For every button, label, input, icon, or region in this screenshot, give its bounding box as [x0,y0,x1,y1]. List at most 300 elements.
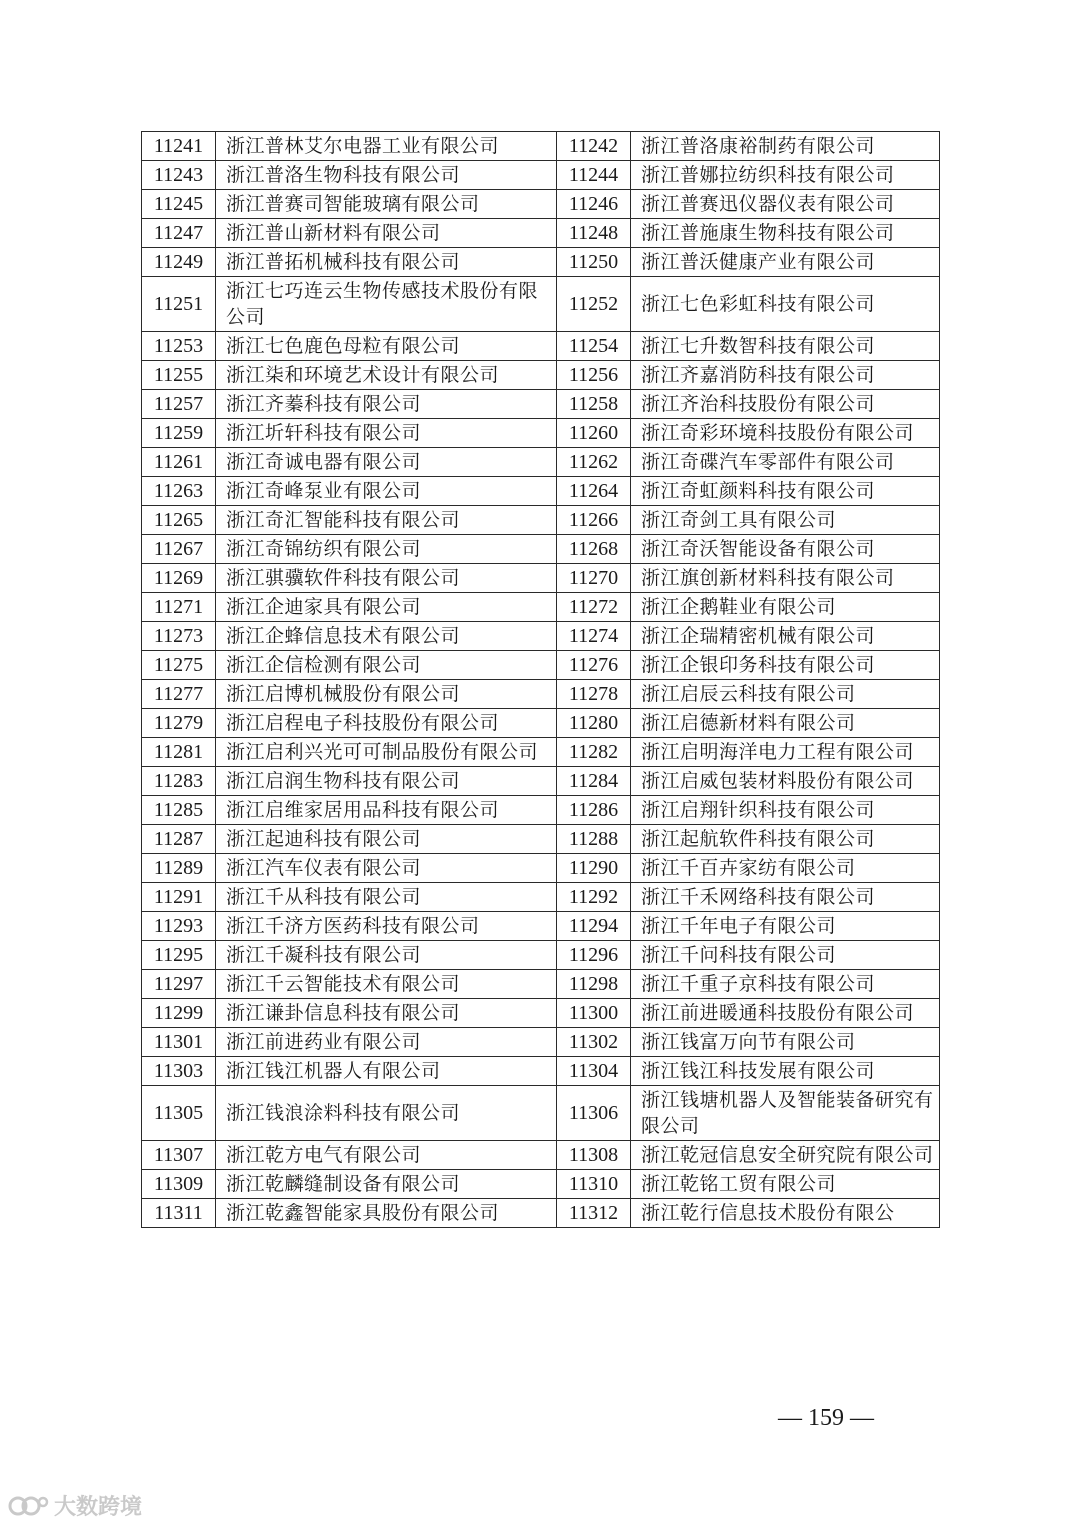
company-name: 浙江旗创新材料科技有限公司 [641,567,895,589]
company-name: 浙江启翔针织科技有限公司 [641,799,876,821]
row-number-cell [142,219,216,248]
company-name: 浙江千问科技有限公司 [641,944,837,966]
row-number-cell [557,825,631,854]
company-name-cell [216,277,557,332]
company-name-cell [631,941,940,970]
company-name: 浙江钱江科技发展有限公司 [641,1060,876,1082]
company-name: 浙江千凝科技有限公司 [226,944,422,966]
company-name-cell [216,477,557,506]
row-number: 11273 [153,625,204,647]
company-name: 浙江企迪家具有限公司 [226,596,422,618]
company-name: 浙江普拓机械科技有限公司 [226,251,461,273]
row-number: 11255 [153,364,204,386]
company-name-cell [216,622,557,651]
company-name: 浙江奇碟汽车零部件有限公司 [641,451,895,473]
row-number: 11297 [153,973,204,995]
row-number: 11299 [153,1002,204,1024]
company-name-cell [631,248,940,277]
row-number: 11254 [568,335,619,357]
table-row [142,1028,940,1057]
company-name-cell [216,883,557,912]
company-name: 浙江普林艾尔电器工业有限公司 [226,135,500,157]
row-number-cell [142,161,216,190]
company-name: 浙江启明海洋电力工程有限公司 [641,741,915,763]
company-name: 浙江企瑞精密机械有限公司 [641,625,876,647]
row-number: 11290 [568,857,619,879]
row-number: 11249 [153,251,204,273]
company-name-cell [216,1199,557,1228]
company-name: 浙江七升数智科技有限公司 [641,335,876,357]
company-name: 浙江乾行信息技术股份有限公 [641,1202,895,1224]
company-name: 浙江奇剑工具有限公司 [641,509,837,531]
table-row [142,419,940,448]
table-row [142,219,940,248]
table-row [142,825,940,854]
row-number-cell [142,1199,216,1228]
company-name-cell [216,1086,557,1141]
company-name: 浙江启维家居用品科技有限公司 [226,799,500,821]
company-name: 浙江奇彩环境科技股份有限公司 [641,422,915,444]
row-number-cell [142,361,216,390]
row-number: 11296 [568,944,619,966]
row-number-cell [557,970,631,999]
company-name-cell [631,161,940,190]
company-name: 浙江乾冠信息安全研究院有限公司 [641,1144,934,1166]
row-number: 11293 [153,915,204,937]
company-name: 浙江普山新材料有限公司 [226,222,441,244]
company-name: 浙江柒和环境艺术设计有限公司 [226,364,500,386]
row-number: 11241 [153,135,204,157]
company-name: 浙江起航软件科技有限公司 [641,828,876,850]
row-number-cell [142,680,216,709]
row-number: 11304 [568,1060,619,1082]
company-name-cell [631,419,940,448]
company-name-cell [631,564,940,593]
table-row [142,132,940,161]
company-name-cell [216,1170,557,1199]
row-number-cell [557,506,631,535]
row-number: 11307 [153,1144,204,1166]
row-number-cell [557,912,631,941]
table-row [142,912,940,941]
row-number: 11274 [568,625,619,647]
row-number: 11269 [153,567,204,589]
company-name: 浙江企蜂信息技术有限公司 [226,625,461,647]
row-number: 11284 [568,770,619,792]
table-row [142,448,940,477]
company-name-cell [631,1028,940,1057]
row-number: 11281 [153,741,204,763]
row-number: 11253 [153,335,204,357]
row-number-cell [557,709,631,738]
company-name: 浙江齐治科技股份有限公司 [641,393,876,415]
company-name: 浙江普赛迅仪器仪表有限公司 [641,193,895,215]
company-name: 浙江千百卉家纺有限公司 [641,857,856,879]
table-row [142,941,940,970]
row-number: 11246 [568,193,619,215]
company-name: 浙江齐蓁科技有限公司 [226,393,422,415]
row-number-cell [557,593,631,622]
company-name: 浙江启辰云科技有限公司 [641,683,856,705]
row-number-cell [142,651,216,680]
row-number-cell [557,248,631,277]
company-name-cell [631,1170,940,1199]
company-name-cell [631,999,940,1028]
company-name: 浙江齐嘉消防科技有限公司 [641,364,876,386]
company-name-cell [631,390,940,419]
row-number-cell [557,767,631,796]
row-number-cell [142,1057,216,1086]
row-number-cell [557,535,631,564]
company-name: 浙江前进药业有限公司 [226,1031,422,1053]
row-number: 11305 [153,1102,204,1124]
row-number-cell [557,161,631,190]
page-number: — 159 — [778,1405,874,1431]
row-number-cell [142,190,216,219]
row-number-cell [142,1170,216,1199]
row-number: 11291 [153,886,204,908]
company-name-cell [216,738,557,767]
company-name: 浙江普洛康裕制药有限公司 [641,135,876,157]
row-number-cell [142,332,216,361]
company-name-cell [631,361,940,390]
row-number-cell [557,1057,631,1086]
row-number-cell [557,390,631,419]
company-name-cell [216,361,557,390]
row-number: 11275 [153,654,204,676]
company-name-cell [216,767,557,796]
row-number: 11278 [568,683,619,705]
company-name: 浙江骐骥软件科技有限公司 [226,567,461,589]
company-name: 浙江乾鑫智能家具股份有限公司 [226,1202,500,1224]
row-number-cell [557,680,631,709]
row-number-cell [557,1170,631,1199]
row-number-cell [142,477,216,506]
company-name-cell [631,477,940,506]
row-number: 11310 [568,1173,619,1195]
company-name-cell [216,1028,557,1057]
row-number: 11292 [568,886,619,908]
row-number: 11309 [153,1173,204,1195]
company-name: 浙江七色彩虹科技有限公司 [641,293,876,315]
row-number-cell [557,796,631,825]
row-number-cell [142,854,216,883]
row-number-cell [142,767,216,796]
row-number-cell [142,912,216,941]
table-row [142,1199,940,1228]
row-number-cell [142,506,216,535]
row-number: 11270 [568,567,619,589]
company-name: 浙江普赛司智能玻璃有限公司 [226,193,480,215]
table-row [142,190,940,219]
company-name-cell [216,709,557,738]
company-name-cell [216,535,557,564]
row-number-cell [557,1086,631,1141]
row-number: 11265 [153,509,204,531]
company-name-cell [631,190,940,219]
company-name-cell [216,941,557,970]
row-number-cell [557,883,631,912]
company-name: 浙江千年电子有限公司 [641,915,837,937]
company-name-cell [216,1141,557,1170]
row-number: 11301 [153,1031,204,1053]
logo-icon [8,1493,50,1519]
company-name: 浙江普洛生物科技有限公司 [226,164,461,186]
row-number-cell [557,132,631,161]
table-row [142,361,940,390]
row-number: 11311 [154,1202,203,1224]
row-number: 11252 [568,293,619,315]
company-name-cell [631,709,940,738]
company-name: 浙江乾方电气有限公司 [226,1144,422,1166]
company-name: 浙江乾铭工贸有限公司 [641,1173,837,1195]
company-name: 浙江七巧连云生物传感技术股份有限公司 [226,280,539,328]
company-name-cell [631,883,940,912]
row-number: 11260 [568,422,619,444]
company-name: 浙江普沃健康产业有限公司 [641,251,876,273]
company-name: 浙江起迪科技有限公司 [226,828,422,850]
row-number: 11280 [568,712,619,734]
row-number-cell [142,622,216,651]
company-name: 浙江钱江机器人有限公司 [226,1060,441,1082]
company-name-cell [216,651,557,680]
company-list-body [142,132,940,1228]
row-number: 11248 [568,222,619,244]
company-name: 浙江企银印务科技有限公司 [641,654,876,676]
row-number-cell [142,248,216,277]
company-name: 浙江钱塘机器人及智能装备研究有限公司 [641,1089,934,1137]
company-name-cell [631,970,940,999]
company-name: 浙江谦卦信息科技有限公司 [226,1002,461,1024]
company-name-cell [216,912,557,941]
company-name-cell [216,564,557,593]
row-number-cell [142,970,216,999]
row-number: 11263 [153,480,204,502]
row-number: 11247 [153,222,204,244]
table-row [142,1086,940,1141]
row-number-cell [557,941,631,970]
company-name-cell [631,738,940,767]
company-name: 浙江奇沃智能设备有限公司 [641,538,876,560]
table-row [142,651,940,680]
table-row [142,738,940,767]
company-name-cell [216,419,557,448]
row-number: 11257 [153,393,204,415]
table-row [142,767,940,796]
row-number: 11245 [153,193,204,215]
company-name-cell [216,593,557,622]
row-number: 11283 [153,770,204,792]
table-row [142,248,940,277]
company-name: 浙江启威包装材料股份有限公司 [641,770,915,792]
row-number-cell [142,941,216,970]
company-name-cell [631,506,940,535]
row-number: 11312 [568,1202,619,1224]
company-name-cell [216,161,557,190]
row-number-cell [142,564,216,593]
company-name-cell [631,535,940,564]
row-number: 11271 [153,596,204,618]
company-name-cell [216,796,557,825]
table-row [142,1057,940,1086]
row-number: 11279 [153,712,204,734]
company-name-cell [631,651,940,680]
company-name-cell [216,1057,557,1086]
company-name-cell [216,390,557,419]
table-row [142,680,940,709]
row-number: 11308 [568,1144,619,1166]
table-row [142,161,940,190]
row-number: 11282 [568,741,619,763]
company-name-cell [216,970,557,999]
row-number-cell [142,1086,216,1141]
table-row [142,796,940,825]
company-name: 浙江启润生物科技有限公司 [226,770,461,792]
row-number: 11256 [568,364,619,386]
company-name: 浙江圻轩科技有限公司 [226,422,422,444]
row-number: 11264 [568,480,619,502]
company-name: 浙江钱富万向节有限公司 [641,1031,856,1053]
row-number: 11268 [568,538,619,560]
company-name-cell [216,680,557,709]
row-number: 11267 [153,538,204,560]
row-number-cell [142,999,216,1028]
row-number-cell [142,1028,216,1057]
row-number: 11261 [153,451,204,473]
row-number-cell [142,448,216,477]
company-name-cell [631,912,940,941]
row-number: 11287 [153,828,204,850]
row-number-cell [142,883,216,912]
row-number-cell [557,277,631,332]
company-name-cell [631,132,940,161]
company-name-cell [631,1057,940,1086]
company-name-cell [631,1086,940,1141]
company-name: 浙江企鹅鞋业有限公司 [641,596,837,618]
row-number-cell [142,390,216,419]
company-name: 浙江奇虹颜料科技有限公司 [641,480,876,502]
company-name-cell [631,825,940,854]
row-number: 11286 [568,799,619,821]
company-name: 浙江启博机械股份有限公司 [226,683,461,705]
row-number-cell [142,535,216,564]
table-row [142,1141,940,1170]
company-name-cell [631,1141,940,1170]
row-number-cell [557,1028,631,1057]
company-name-cell [216,332,557,361]
row-number: 11244 [568,164,619,186]
row-number-cell [142,738,216,767]
row-number: 11302 [568,1031,619,1053]
row-number-cell [142,709,216,738]
company-name: 浙江前进暖通科技股份有限公司 [641,1002,915,1024]
table-row [142,854,940,883]
company-name-cell [631,854,940,883]
company-name-cell [631,622,940,651]
row-number-cell [557,1141,631,1170]
row-number: 11285 [153,799,204,821]
company-name: 浙江普施康生物科技有限公司 [641,222,895,244]
company-name: 浙江普娜拉纺织科技有限公司 [641,164,895,186]
table-row [142,535,940,564]
company-name: 浙江启利兴光可可制品股份有限公司 [226,741,539,763]
row-number: 11243 [153,164,204,186]
company-name-cell [216,854,557,883]
company-name: 浙江奇峰泵业有限公司 [226,480,422,502]
table-row [142,593,940,622]
company-name-cell [631,593,940,622]
table-row [142,277,940,332]
table-row [142,709,940,738]
company-name: 浙江启德新材料有限公司 [641,712,856,734]
row-number: 11288 [568,828,619,850]
row-number: 11276 [568,654,619,676]
row-number-cell [557,564,631,593]
table-row [142,564,940,593]
company-name-cell [216,999,557,1028]
row-number: 11303 [153,1060,204,1082]
company-name-cell [216,219,557,248]
row-number: 11258 [568,393,619,415]
table-row [142,622,940,651]
company-name-cell [216,825,557,854]
company-name: 浙江乾麟缝制设备有限公司 [226,1173,461,1195]
row-number: 11295 [153,944,204,966]
company-name-cell [631,767,940,796]
row-number-cell [142,277,216,332]
table-row [142,883,940,912]
company-name: 浙江奇诚电器有限公司 [226,451,422,473]
row-number-cell [142,132,216,161]
company-name-cell [631,796,940,825]
row-number-cell [557,854,631,883]
row-number-cell [142,796,216,825]
company-name-cell [631,448,940,477]
table-row [142,506,940,535]
company-name-cell [631,680,940,709]
row-number: 11242 [568,135,619,157]
row-number: 11289 [153,857,204,879]
company-name: 浙江千禾网络科技有限公司 [641,886,876,908]
company-name-cell [631,1199,940,1228]
company-name: 浙江钱浪涂料科技有限公司 [226,1102,461,1124]
company-name: 浙江启程电子科技股份有限公司 [226,712,500,734]
row-number-cell [557,477,631,506]
company-list-table [141,131,940,1228]
table-row [142,477,940,506]
company-name-cell [631,277,940,332]
row-number-cell [557,651,631,680]
company-name-cell [216,132,557,161]
row-number-cell [142,1141,216,1170]
row-number-cell [557,361,631,390]
watermark [8,1490,142,1521]
company-name: 浙江七色鹿色母粒有限公司 [226,335,461,357]
row-number: 11277 [153,683,204,705]
table-row [142,390,940,419]
company-name-cell [631,219,940,248]
row-number: 11294 [568,915,619,937]
company-name-cell [631,332,940,361]
row-number: 11266 [568,509,619,531]
company-name: 浙江千重子京科技有限公司 [641,973,876,995]
company-name-cell [216,506,557,535]
company-name: 浙江奇锦纺织有限公司 [226,538,422,560]
row-number-cell [557,622,631,651]
row-number-cell [557,738,631,767]
row-number-cell [557,448,631,477]
company-name-cell [216,190,557,219]
